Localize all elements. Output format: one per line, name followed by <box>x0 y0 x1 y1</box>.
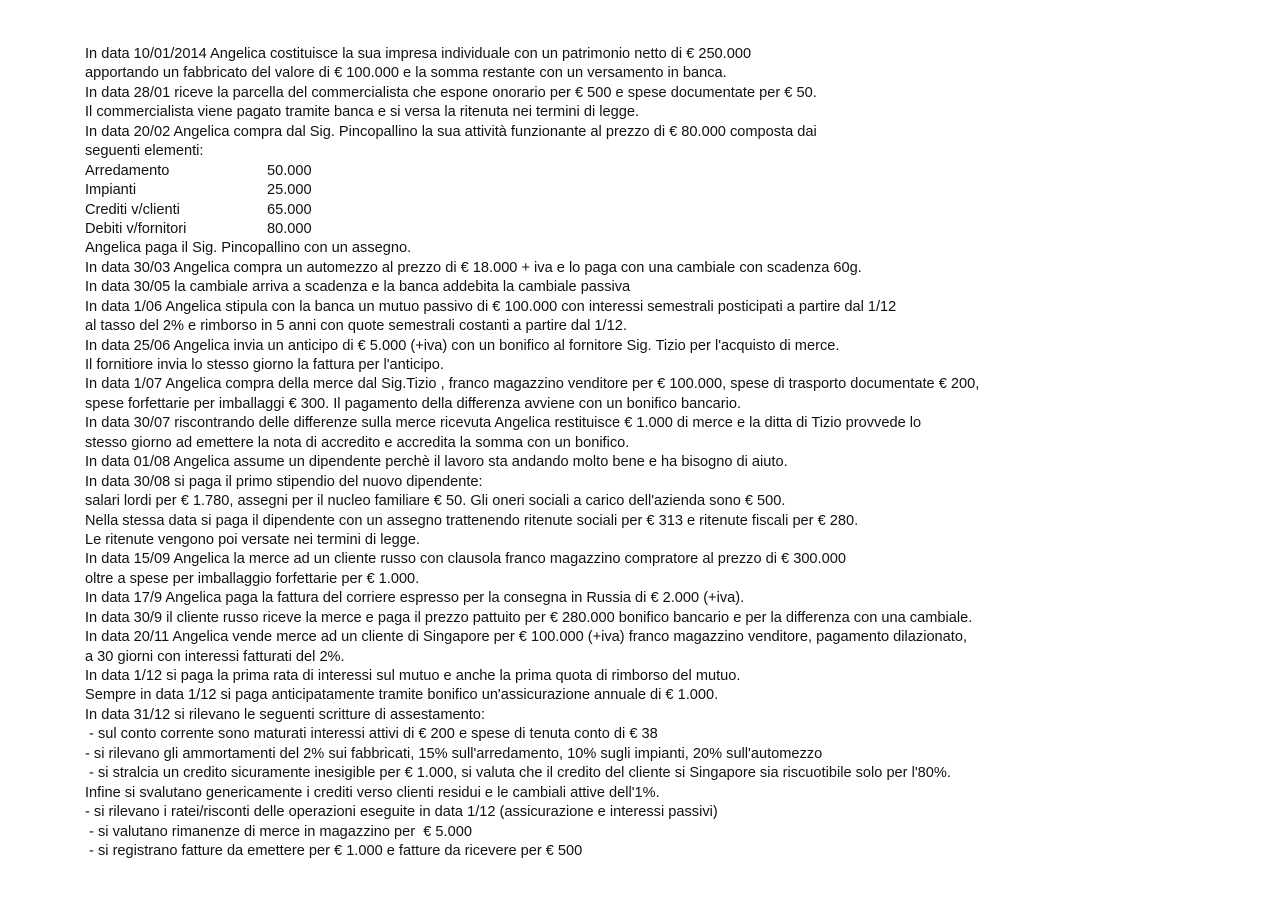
text-line: al tasso del 2% e rimborso in 5 anni con quote semestrali costanti a partire dal 1/12. <box>85 318 627 335</box>
text-line: In data 25/06 Angelica invia un anticipo di € 5.000 (+iva) con un bonifico al fornitore Sig. Tizio per l'acquisto di merce. <box>85 337 840 354</box>
text-line: - si rilevano i ratei/risconti delle operazioni eseguite in data 1/12 (assicurazione e interessi passivi) <box>85 804 718 821</box>
text-line: - si valutano rimanenze di merce in magazzino per € 5.000 <box>85 823 472 840</box>
text-line: In data 01/08 Angelica assume un dipendente perchè il lavoro sta andando molto bene e ha bisogno di aiuto. <box>85 454 788 471</box>
text-line: In data 30/03 Angelica compra un automezzo al prezzo di € 18.000 + iva e lo paga con una cambiale con scadenza 60g. <box>85 259 862 276</box>
element-row-debiti <box>85 220 1265 239</box>
text-line: Infine si svalutano genericamente i crediti verso clienti residui e le cambiali attive dell'1%. <box>85 784 660 801</box>
text-line: In data 28/01 riceve la parcella del commercialista che espone onorario per € 500 e spese documentate per € 50. <box>85 84 817 101</box>
text-line: In data 15/09 Angelica la merce ad un cliente russo con clausola franco magazzino compratore al prezzo di € 300.000 <box>85 551 846 568</box>
element-value: 65.000 <box>267 201 312 218</box>
element-value: 25.000 <box>267 182 312 199</box>
text-line: Nella stessa data si paga il dipendente con un assegno trattenendo ritenute sociali per € 313 e ritenute fiscali per € 280. <box>85 512 859 529</box>
element-label: Debiti v/fornitori <box>85 220 187 237</box>
text-line: - sul conto corrente sono maturati interessi attivi di € 200 e spese di tenuta conto di € 38 <box>85 726 658 743</box>
text-line: - si stralcia un credito sicuramente inesigible per € 1.000, si valuta che il credito del cliente si Singapore sia riscuotibile solo per l'80%. <box>85 765 951 782</box>
element-row-crediti <box>85 201 1265 220</box>
text-line: In data 1/07 Angelica compra della merce dal Sig.Tizio , franco magazzino venditore per € 100.000, spese di trasporto documentate € 200, <box>85 376 980 393</box>
element-label: Impianti <box>85 182 137 199</box>
text-line: Sempre in data 1/12 si paga anticipatamente tramite bonifico un'assicurazione annuale di € 1.000. <box>85 687 719 704</box>
element-value: 80.000 <box>267 220 312 237</box>
text-line: In data 30/07 riscontrando delle differenze sulla merce ricevuta Angelica restituisce € 1.000 di merce e la ditta di Tizio provvede lo <box>85 415 922 432</box>
element-row-impianti <box>85 181 1265 200</box>
text-line: In data 30/9 il cliente russo riceve la merce e paga il prezzo pattuito per € 280.000 bonifico bancario e per la differenza con una cambiale. <box>85 609 973 626</box>
element-label: Arredamento <box>85 162 170 179</box>
element-label: Crediti v/clienti <box>85 201 180 218</box>
text-line: a 30 giorni con interessi fatturati del 2%. <box>85 648 345 665</box>
text-line: Il commercialista viene pagato tramite banca e si versa la ritenuta nei termini di legge. <box>85 104 640 121</box>
text-line: seguenti elementi: <box>85 143 204 160</box>
text-line: stesso giorno ad emettere la nota di accredito e accredita la somma con un bonifico. <box>85 434 630 451</box>
text-line: In data 31/12 si rilevano le seguenti scritture di assestamento: <box>85 706 485 723</box>
text-line: In data 17/9 Angelica paga la fattura del corriere espresso per la consegna in Russia di € 2.000 (+iva). <box>85 590 745 607</box>
text-line: In data 30/08 si paga il primo stipendio del nuovo dipendente: <box>85 473 483 490</box>
text-line: In data 1/12 si paga la prima rata di interessi sul mutuo e anche la prima quota di rimborso del mutuo. <box>85 668 741 684</box>
text-line: In data 20/11 Angelica vende merce ad un cliente di Singapore per € 100.000 (+iva) franco magazzino venditore, pagamento dilazionato, <box>85 629 968 646</box>
text-line: - si rilevano gli ammortamenti del 2% sui fabbricati, 15% sull'arredamento, 10% sugli impianti, 20% sull'automezzo <box>85 745 823 762</box>
document-page <box>85 45 1265 861</box>
text-line: In data 1/06 Angelica stipula con la banca un mutuo passivo di € 100.000 con interessi semestrali posticipati a partire dal 1/12 <box>85 298 897 315</box>
element-value: 50.000 <box>267 162 312 179</box>
text-line: In data 30/05 la cambiale arriva a scadenza e la banca addebita la cambiale passiva <box>85 279 631 296</box>
element-row-arredamento <box>85 162 1265 181</box>
text-line: In data 10/01/2014 Angelica costituisce la sua impresa individuale con un patrimonio netto di € 250.000 <box>85 46 752 62</box>
text-line: Le ritenute vengono poi versate nei termini di legge. <box>85 531 421 548</box>
text-line: - si registrano fatture da emettere per € 1.000 e fatture da ricevere per € 500 <box>85 842 583 859</box>
text-line: oltre a spese per imballaggio forfettarie per € 1.000. <box>85 570 420 587</box>
text-line: spese forfettarie per imballaggi € 300. Il pagamento della differenza avviene con un bonifico bancario. <box>85 395 742 412</box>
text-line: In data 20/02 Angelica compra dal Sig. Pincopallino la sua attività funzionante al prezzo di € 80.000 composta dai <box>85 123 817 140</box>
text-line: Il fornitiore invia lo stesso giorno la fattura per l'anticipo. <box>85 357 444 373</box>
text-line: salari lordi per € 1.780, assegni per il nucleo familiare € 50. Gli oneri sociali a carico dell'azienda sono € 500. <box>85 493 786 510</box>
text-line: Angelica paga il Sig. Pincopallino con un assegno. <box>85 240 412 257</box>
text-line: apportando un fabbricato del valore di € 100.000 e la somma restante con un versamento in banca. <box>85 65 727 82</box>
